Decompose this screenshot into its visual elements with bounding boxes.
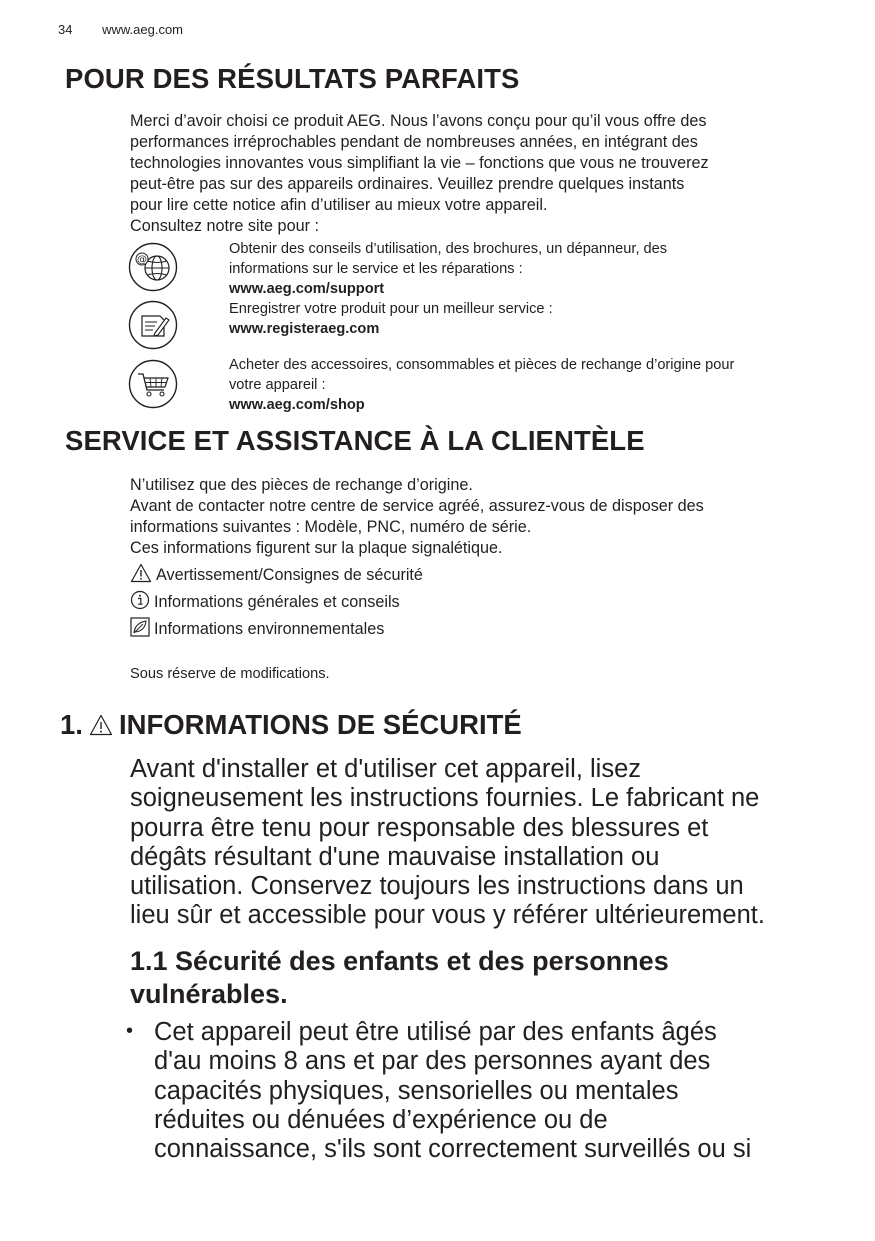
results-intro-line: Consultez notre site pour : <box>130 217 319 235</box>
results-intro-line: performances irréprochables pendant de nombreuses années, en intégrant des <box>130 133 698 151</box>
warning-icon <box>89 714 113 736</box>
safety-intro <box>130 755 830 931</box>
register-text-line: Enregistrer votre produit pour un meilleur service : <box>229 301 553 317</box>
safety-intro-line: soigneusement les instructions fournies. Le fabricant ne <box>130 784 760 813</box>
results-intro-line: technologies innovantes vous simplifiant la vie – fonctions que vous ne trouverez <box>130 154 709 172</box>
subsection-title-line: vulnérables. <box>130 979 288 1009</box>
register-form-icon <box>128 300 178 350</box>
shopping-cart-icon <box>128 359 178 409</box>
results-intro <box>130 111 820 237</box>
shop-link-block <box>229 356 829 415</box>
bullet-line: capacités physiques, sensorielles ou mentales <box>154 1076 679 1105</box>
results-intro-line: peut-être pas sur des appareils ordinaires. Veuillez prendre quelques instants <box>130 175 685 193</box>
safety-intro-line: lieu sûr et accessible pour vous y référer ultérieurement. <box>130 901 765 930</box>
bullet-line: connaissance, s'ils sont correctement surveillés ou si <box>154 1135 752 1164</box>
service-title: SERVICE ET ASSISTANCE À LA CLIENTÈLE <box>65 425 645 456</box>
warning-icon <box>130 563 152 583</box>
safety-intro-line: Avant d'installer et d'utiliser cet appareil, lisez <box>130 755 642 783</box>
legend-info <box>130 590 400 613</box>
safety-heading <box>60 709 522 741</box>
page-number: 34 <box>58 22 73 37</box>
support-link-block <box>229 240 829 299</box>
service-text <box>130 475 820 559</box>
page-header <box>58 22 183 37</box>
safety-intro-line: utilisation. Conservez toujours les instructions dans un <box>130 872 744 901</box>
shop-url-link[interactable]: www.aeg.com/shop <box>229 396 365 413</box>
safety-intro-line: pourra être tenu pour responsable des blessures et <box>130 813 709 842</box>
results-title: POUR DES RÉSULTATS PARFAITS <box>65 63 520 94</box>
modifications-note: Sous réserve de modifications. <box>130 666 330 682</box>
support-text-line: informations sur le service et les réparations : <box>229 260 523 277</box>
legend-environment <box>130 617 384 640</box>
bullet-item <box>154 1018 834 1164</box>
shop-text-line: Acheter des accessoires, consommables et pièces de rechange d’origine pour <box>229 357 735 373</box>
results-intro-line: pour lire cette notice afin d’utiliser au mieux votre appareil. <box>130 196 548 214</box>
environment-leaf-icon <box>130 617 150 637</box>
safety-intro-line: dégâts résultant d'une mauvaise installation ou <box>130 842 660 871</box>
service-text-line: Avant de contacter notre centre de service agréé, assurez-vous de disposer des <box>130 497 704 515</box>
service-text-line: Ces informations figurent sur la plaque signalétique. <box>130 539 503 557</box>
results-intro-line: Merci d’avoir choisi ce produit AEG. Nous l’avons conçu pour qu’il vous offre des <box>130 112 707 130</box>
subsection-title-line: 1.1 Sécurité des enfants et des personnes <box>130 946 669 976</box>
subsection-title <box>130 945 830 1011</box>
service-text-line: informations suivantes : Modèle, PNC, numéro de série. <box>130 518 532 536</box>
bullet-line: d'au moins 8 ans et par des personnes ayant des <box>154 1047 711 1076</box>
bullet-marker: • <box>126 1020 134 1042</box>
website-link[interactable]: www.aeg.com <box>102 22 184 37</box>
register-url-link[interactable]: www.registeraeg.com <box>229 320 380 337</box>
register-link-block <box>229 300 829 340</box>
support-url-link[interactable]: www.aeg.com/support <box>229 280 385 297</box>
info-icon <box>130 590 150 610</box>
support-text-line: Obtenir des conseils d’utilisation, des brochures, un dépanneur, des <box>229 241 668 257</box>
globe-at-icon <box>128 242 178 292</box>
svg-text:@: @ <box>137 254 147 266</box>
service-text-line: N’utilisez que des pièces de rechange d’origine. <box>130 476 473 494</box>
safety-title: INFORMATIONS DE SÉCURITÉ <box>118 709 522 740</box>
legend-warning-label: Avertissement/Consignes de sécurité <box>156 566 423 584</box>
shop-text-line: votre appareil : <box>229 376 326 393</box>
legend-warning <box>130 563 423 586</box>
legend-info-label: Informations générales et conseils <box>154 593 400 611</box>
bullet-line: Cet appareil peut être utilisé par des enfants âgés <box>154 1018 717 1046</box>
safety-number: 1. <box>60 709 83 740</box>
legend-environment-label: Informations environnementales <box>154 620 385 638</box>
bullet-line: réduites ou dénuées d’expérience ou de <box>154 1105 608 1134</box>
